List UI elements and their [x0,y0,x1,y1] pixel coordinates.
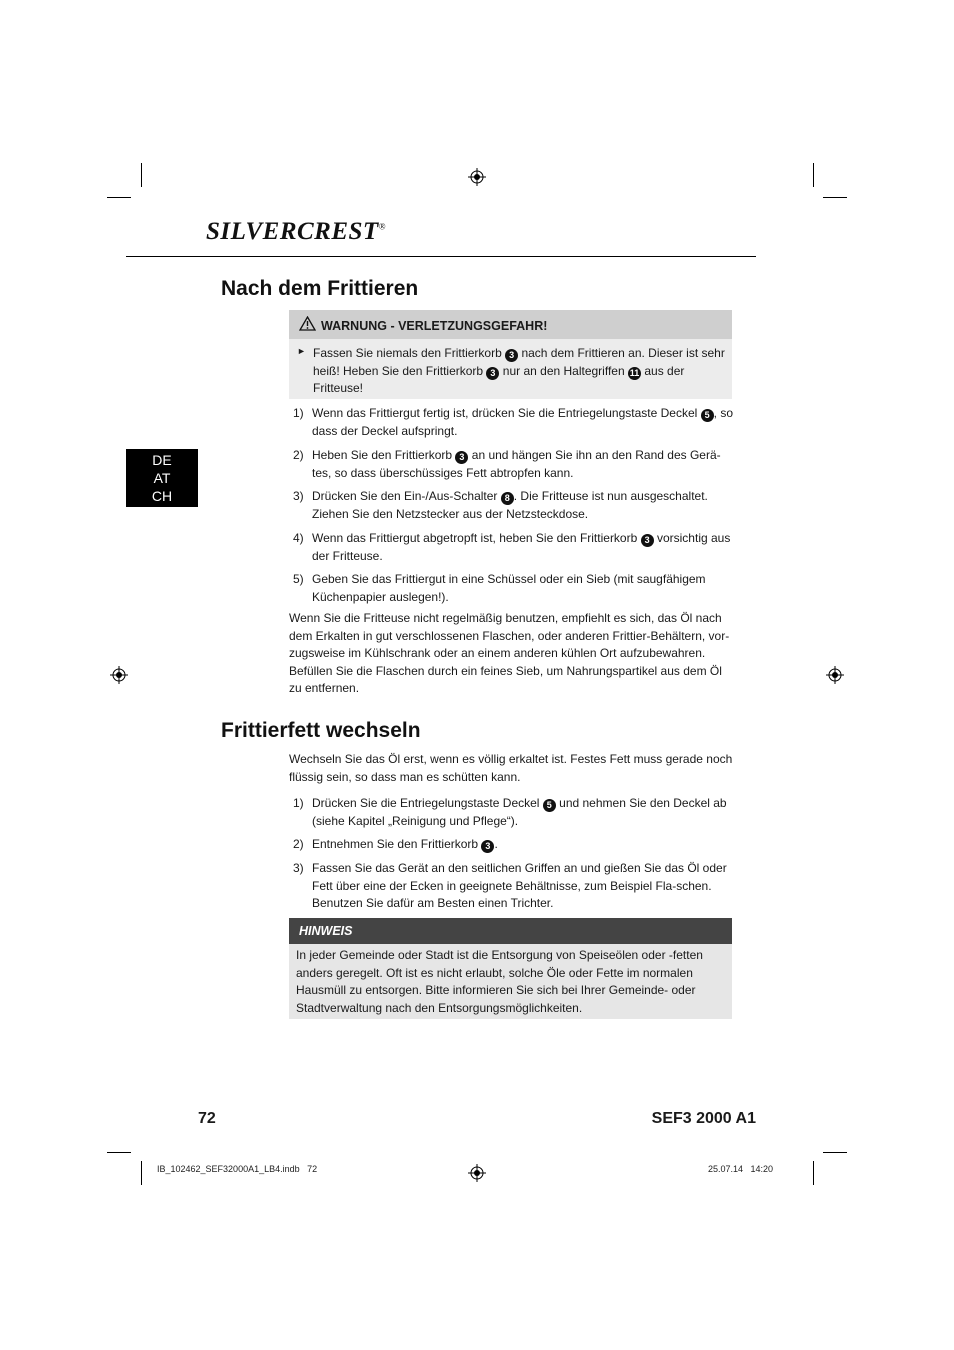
registration-mark-icon [468,168,486,186]
page-number: 72 [198,1110,216,1127]
list-item: 3) Fassen Sie das Gerät an den seitlichen Griffen an und gießen Sie das Öl oder Fett über eine der Ecken in geeignete Behältnisse, zum Beispiel Fla-schen. Benutzen Sie dafür am Besten einen Trichter. [293,861,727,910]
lang-ch: CH [151,488,173,504]
list-item: 2) Entnehmen Sie den Frittierkorb 3 . [293,837,498,851]
trademark-symbol: ® [378,221,387,232]
list-item: 1) Wenn das Frittiergut fertig ist, drücken Sie die Entriegelungstaste Deckel 5 , so dass der Deckel aufspringt. [293,406,733,438]
note-title: HINWEIS [299,924,353,938]
warning-title: WARNUNG - VERLETZUNGSGEFAHR! [321,319,548,333]
crop-mark [107,197,131,198]
language-tab [126,449,198,507]
list-item: 3) Drücken Sie den Ein-/Aus-Schalter 8 . Die Fritteuse ist nun ausgeschaltet. Ziehen Sie den Netzstecker aus der Netzsteckdose. [293,489,708,521]
crop-mark [813,1161,814,1185]
brand-logo [206,218,386,246]
lang-de: DE [152,452,172,468]
note-text: In jeder Gemeinde oder Stadt ist die Entsorgung von Speiseölen oder -fetten anders geregelt. Oft ist es nicht erlaubt, solche Öle oder Fette im normalen Hausmüll zu entsorgen. Bitte informieren Sie sich bei Ihrer Gemeinde- oder Stadtverwaltung nach den Entsorgungsmöglichkeiten. [296,948,703,1015]
note-header [289,918,732,944]
lang-at: AT [153,470,171,486]
body-paragraph: Wenn Sie die Fritteuse nicht regelmäßig benutzen, empfiehlt es sich, das Öl nach dem Erkalten in gut verschlossenen Flaschen, oder anderen Frittier-Behältern, vor-zugsweise im Kühlschrank oder an einem anderen kühlen Ort aufzubewahren. Befüllen Sie die Flaschen durch ein feines Sieb, um Nahrungspartikel aus dem Öl zu entfernen. [289,611,730,695]
print-slug-date: 25.07.14 14:20 [708,1164,774,1174]
header-rule [126,256,756,257]
crop-mark [107,1152,131,1153]
registration-mark-icon [826,666,844,684]
print-slug-file: IB_102462_SEF32000A1_LB4.indb 72 [157,1164,318,1174]
model-number: SEF3 2000 A1 [651,1110,756,1127]
bullet-arrow-icon: ► [297,346,306,356]
warning-header [289,310,732,339]
warning-triangle-icon [299,316,316,331]
registration-mark-icon [468,1164,486,1182]
crop-mark [813,163,814,187]
crop-mark [823,1152,847,1153]
warning-text: Fassen Sie niemals den Frittierkorb 3 nach dem Frittieren an. Dieser ist sehr heiß! Heben Sie den Frittierkorb 3 nur an den Haltegriffen 11 aus der Fritteuse! [313,346,725,395]
crop-mark [141,1161,142,1185]
registration-mark-icon [110,666,128,684]
section-title: Nach dem Frittieren [221,277,419,300]
crop-mark [141,163,142,187]
list-item: 1) Drücken Sie die Entriegelungstaste Deckel 5 und nehmen Sie den Deckel ab (siehe Kapitel „Reinigung und Pflege“). [293,796,727,828]
body-paragraph: Wechseln Sie das Öl erst, wenn es völlig erkaltet ist. Festes Fett muss gerade noch flüssig sein, so dass man es schütten kann. [289,752,733,784]
logo-text: SILVERCREST [206,218,379,245]
section-title: Frittierfett wechseln [221,719,421,742]
list-item: 5) Geben Sie das Frittiergut in eine Schüssel oder ein Sieb (mit saugfähigem Küchenpapier auslegen!). [293,572,706,604]
crop-mark [823,197,847,198]
list-item: 2) Heben Sie den Frittierkorb 3 an und hängen Sie ihn an den Rand des Gerä-tes, so dass überschüssiges Fett abtropfen kann. [293,448,721,480]
list-item: 4) Wenn das Frittiergut abgetropft ist, heben Sie den Frittierkorb 3 vorsichtig aus der Fritteuse. [293,531,731,563]
